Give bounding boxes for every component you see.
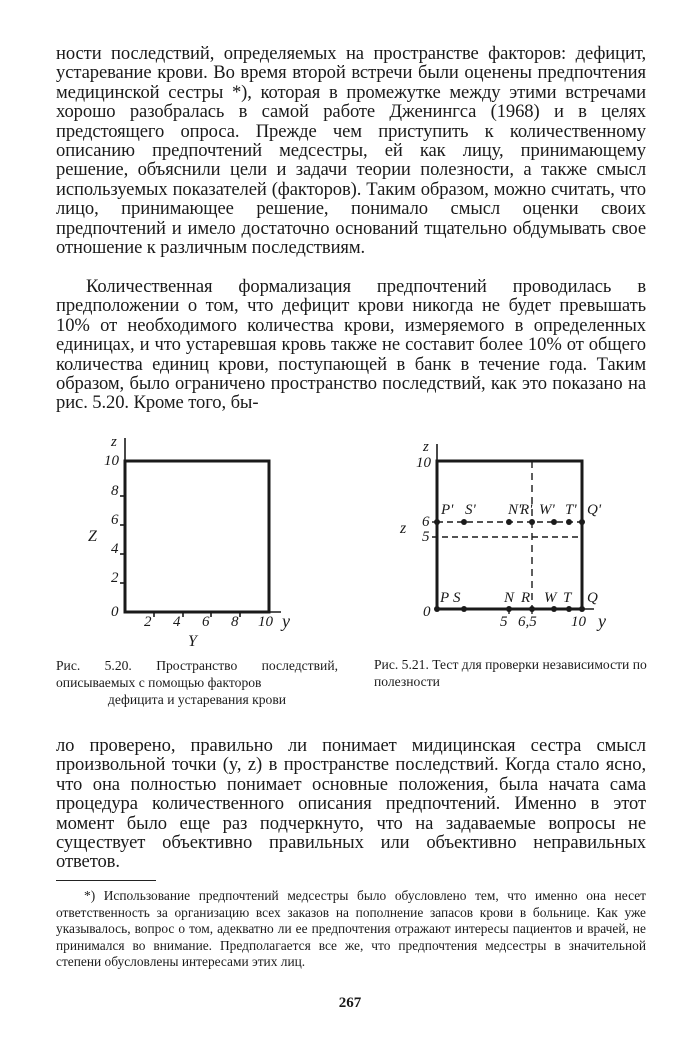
fig520-xtick-label: 2 <box>144 614 152 630</box>
fig521-z-side-label: z <box>400 520 407 537</box>
paragraph-1: ности последствий, определяемых на пространстве факторов: дефицит, устаревание крови. Во время второй встречи были оценены предпочтения медицинской сестры *), которая в промежутке между этими встречами хорошо разобралась в самой работе Дженингса (1968) и в целях предстоящего опроса. Прежде чем приступить к количественному описанию предпочтений медсестры, ей как лицу, принимающему решение, объяснили цели и задачи теории полезности, а также смысл используемых показателей (факторов). Таким образом, можно считать, что лицо, принимающее решение, понимало смысл оценки своих предпочтений и имело достаточно оснований тщательно обдумывать свое отношение к различным последствиям. <box>56 43 646 259</box>
fig521-point-bottom <box>579 606 585 612</box>
fig521-label-bottom: N <box>504 590 515 606</box>
fig521-ytick-label: 10 <box>416 455 431 471</box>
fig520-ytick-label: 10 <box>104 453 119 469</box>
fig521-label-bottom: T <box>563 590 572 606</box>
fig521-point-top <box>579 519 585 525</box>
fig520-xtick-label: 8 <box>231 614 239 630</box>
fig520-ytick-label: 8 <box>111 483 119 499</box>
fig521-label-bottom: S <box>453 590 461 606</box>
fig521-label-bottom: Q <box>587 590 598 606</box>
fig520-xtick-label: 10 <box>258 614 273 630</box>
fig521-point-bottom <box>529 606 535 612</box>
footnote-divider <box>56 880 156 881</box>
fig521-ytick-label: 5 <box>422 529 430 545</box>
fig521-ytick-label: 6 <box>422 514 430 530</box>
fig520-y-end-label: y <box>282 611 290 631</box>
fig520-z-top-label: z <box>111 434 117 450</box>
fig521-label-top: Q' <box>587 502 602 518</box>
fig521-z-top-label: z <box>423 439 429 455</box>
fig520-y-below-label: Y <box>188 633 197 650</box>
fig520-ytick-label: 2 <box>111 570 119 586</box>
figure-5-20-caption <box>56 657 338 708</box>
paragraph-2: Количественная формализация предпочтений проводилась в предположении о том, что дефицит крови никогда не будет превышать 10% от необходимого количества крови, измеряемого в определенных единицах, и что устаревшая кровь также не составит более 10% от общего количества единиц крови, поступающей в банк в течение года. Таким образом, было ограничено пространство последствий, как это показано на рис. 5.20. Кроме того, бы- <box>56 276 646 414</box>
fig521-point-bottom <box>566 606 572 612</box>
fig521-label-top: R' <box>520 502 533 518</box>
fig520-ytick-label: 4 <box>111 541 119 557</box>
fig521-xtick-label: 6,5 <box>518 614 537 630</box>
fig521-label-bottom: W <box>544 590 557 606</box>
fig521-label-bottom: P <box>440 590 450 606</box>
fig521-point-top <box>551 519 557 525</box>
fig521-label-bottom: R <box>521 590 531 606</box>
fig521-region <box>437 461 582 609</box>
caption1-line1: Рис. 5.20. Пространство последствий, описываемых с помощью факторов <box>56 658 338 690</box>
fig521-point-bottom <box>434 606 440 612</box>
fig520-xtick-label: 6 <box>202 614 210 630</box>
fig521-point-top <box>566 519 572 525</box>
caption1-line2: дефицита и устаревания крови <box>107 692 287 707</box>
fig521-label-top: S' <box>465 502 476 518</box>
fig520-origin-label: 0 <box>111 604 119 620</box>
fig521-point-bottom <box>461 606 467 612</box>
fig521-xtick-label: 5 <box>500 614 508 630</box>
page-number: 267 <box>338 995 362 1011</box>
fig521-point-top <box>506 519 512 525</box>
fig521-label-top: N' <box>508 502 522 518</box>
fig521-label-top: P' <box>441 502 454 518</box>
footnote: *) Использование предпочтений медсестры было обусловлено тем, что именно она несет ответственность за организацию всех заказов на пополнение запасов крови в больнице. Как уже указывалось, вопрос о том, адекватно ли ее предпочтения отражают интересы пациентов и врачей, не принимался во внимание. Предполагается все же, что предпочтения медсестры в значительной степени обусловлены интересами этих лиц. <box>56 888 646 970</box>
fig521-point-bottom <box>551 606 557 612</box>
fig521-point-top <box>529 519 535 525</box>
fig521-origin-label: 0 <box>423 604 431 620</box>
fig520-ytick-label: 6 <box>111 512 119 528</box>
fig521-label-top: T' <box>565 502 577 518</box>
fig521-label-top: W' <box>539 502 555 518</box>
fig521-point-bottom <box>506 606 512 612</box>
figure-5-21-caption: Рис. 5.21. Тест для проверки независимости по полезности <box>374 657 647 689</box>
fig521-y-end-label: y <box>598 611 606 631</box>
paragraph-3: ло проверено, правильно ли понимает мидицинская сестра смысл произвольной точки (y, z) в пространстве последствий. Когда стало ясно, что она полностью понимает основные положения, была начата сама процедура количественного описания предпочтений. Именно в этот момент было еще раз подчеркнуто, что на задаваемые вопросы не существует объективно правильных или объективно неправильных ответов. <box>56 735 646 873</box>
fig521-point-top <box>434 519 440 525</box>
fig521-xtick-label: 10 <box>571 614 586 630</box>
fig520-z-side-label: Z <box>88 528 97 545</box>
fig520-xtick-label: 4 <box>173 614 181 630</box>
fig521-point-top <box>461 519 467 525</box>
